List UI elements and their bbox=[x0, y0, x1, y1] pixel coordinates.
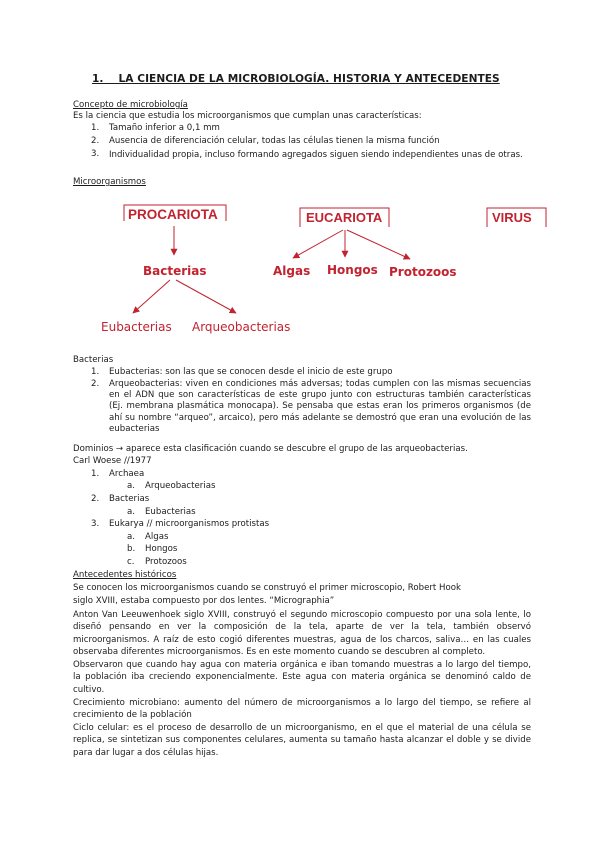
antecedentes-heading: Antecedentes históricos bbox=[73, 570, 177, 580]
eubacterias-label: Eubacterias bbox=[101, 320, 172, 334]
arrow-eucariota-algas bbox=[293, 230, 343, 258]
hongos-label: Hongos bbox=[327, 263, 378, 277]
microorganismos-heading: Microorganismos bbox=[73, 177, 146, 187]
list-number: 3. bbox=[91, 149, 100, 159]
arrow-bacterias-eubacterias bbox=[133, 280, 170, 313]
list-number: 2. bbox=[91, 136, 100, 146]
list-item: Eukarya // microorganismos protistas bbox=[109, 519, 270, 529]
section-heading bbox=[92, 73, 500, 85]
virus-label: VIRUS bbox=[492, 210, 532, 225]
list-letter: b. bbox=[127, 544, 136, 554]
list-number: 3. bbox=[91, 519, 100, 529]
concepto-heading: Concepto de microbiología bbox=[73, 100, 188, 110]
bacterias-label: Bacterias bbox=[143, 264, 207, 278]
list-item: Archaea bbox=[109, 469, 145, 479]
procariota-label: PROCARIOTA bbox=[128, 207, 218, 222]
list-number: 2. bbox=[91, 494, 100, 504]
list-item: Hongos bbox=[145, 544, 178, 554]
list-item: Arqueobacterias bbox=[145, 481, 216, 491]
dominios-text: Dominios → aparece esta clasificación cuando se descubre el grupo de las arqueobacterias. bbox=[73, 444, 468, 454]
section-title: LA CIENCIA DE LA MICROBIOLOGÍA. HISTORIA Y ANTECEDENTES bbox=[118, 73, 500, 85]
algas-label: Algas bbox=[273, 264, 311, 278]
list-item: Arqueobacterias: viven en condiciones más adversas; todas cumplen con las mismas secuencias en el ADN que son características de este grupo junto con estructuras también características (Ej. membrana plasmática monocapa). Se pensaba que estas eran los primeros organismos (de ahí su nombre “arqueo”, arcaico), pero más adelante se demostró que eran una evolución de las eubacterias bbox=[109, 379, 531, 434]
list-item: Bacterias bbox=[109, 494, 150, 504]
arrow-eucariota-protozoos bbox=[347, 230, 410, 259]
list-letter: a. bbox=[127, 507, 135, 517]
list-item: Protozoos bbox=[145, 557, 187, 567]
paragraph-line: siglo XVIII, estaba compuesto por dos lentes. “Micrographia” bbox=[73, 596, 335, 606]
list-item: Eubacterias bbox=[145, 507, 196, 517]
list-item: Ausencia de diferenciación celular, todas las células tienen la misma función bbox=[109, 136, 440, 146]
microorganism-diagram bbox=[0, 195, 600, 345]
paragraph-leeuwenhoek: Anton Van Leeuwenhoek siglo XVIII, construyó el segundo microscopio compuesto por una sola lente, lo diseñó pensando en ver la composición de la tela, aparte de ver la tela, también observó microorganismos. A raíz de esto cogió diferentes muestras, agua de los charcos, saliva… en las cuales observaba diferentes microorganismos. Es en este momento cuando se descubren al completo. bbox=[73, 610, 531, 658]
woese-text: Carl Woese //1977 bbox=[73, 456, 152, 466]
list-letter: a. bbox=[127, 481, 135, 491]
bacterias-heading: Bacterias bbox=[73, 355, 114, 365]
paragraph-ciclo: Ciclo celular: es el proceso de desarrollo de un microorganismo, en el que el material de una célula se replica, se sintetizan sus componentes celulares, aumenta su tamaño hasta alcanzar el doble y se divide para dar lugar a dos células hijas. bbox=[73, 723, 531, 758]
list-letter: a. bbox=[127, 532, 135, 542]
list-item: Algas bbox=[145, 532, 169, 542]
list-number: 1. bbox=[91, 123, 100, 133]
list-item: Eubacterias: son las que se conocen desde el inicio de este grupo bbox=[109, 367, 393, 377]
concepto-intro: Es la ciencia que estudia los microorganismos que cumplan unas características: bbox=[73, 111, 422, 121]
arrow-bacterias-arqueobacterias bbox=[176, 280, 236, 313]
list-letter: c. bbox=[127, 557, 135, 567]
section-number: 1. bbox=[92, 73, 104, 85]
list-number: 2. bbox=[91, 379, 100, 389]
paragraph-crecimiento: Crecimiento microbiano: aumento del número de microorganismos a lo largo del tiempo, se refiere al crecimiento de la población bbox=[73, 698, 531, 721]
list-number: 1. bbox=[91, 469, 100, 479]
paragraph-line: Se conocen los microorganismos cuando se construyó el primer microscopio, Robert Hook bbox=[73, 583, 461, 593]
list-item: Individualidad propia, incluso formando agregados siguen siendo independientes unas de otras. bbox=[109, 150, 523, 160]
diagram-svg bbox=[0, 195, 600, 345]
list-number: 1. bbox=[91, 367, 100, 377]
protozoos-label: Protozoos bbox=[389, 265, 457, 279]
list-item: Tamaño inferior a 0,1 mm bbox=[109, 123, 220, 133]
paragraph-observaron: Observaron que cuando hay agua con materia orgánica e iban tomando muestras a lo largo del tiempo, la población iba creciendo exponencialmente. Este agua con materia orgánica se denominó caldo de cultivo. bbox=[73, 660, 531, 695]
eucariota-label: EUCARIOTA bbox=[306, 210, 383, 225]
arqueobacterias-label: Arqueobacterias bbox=[192, 320, 291, 334]
